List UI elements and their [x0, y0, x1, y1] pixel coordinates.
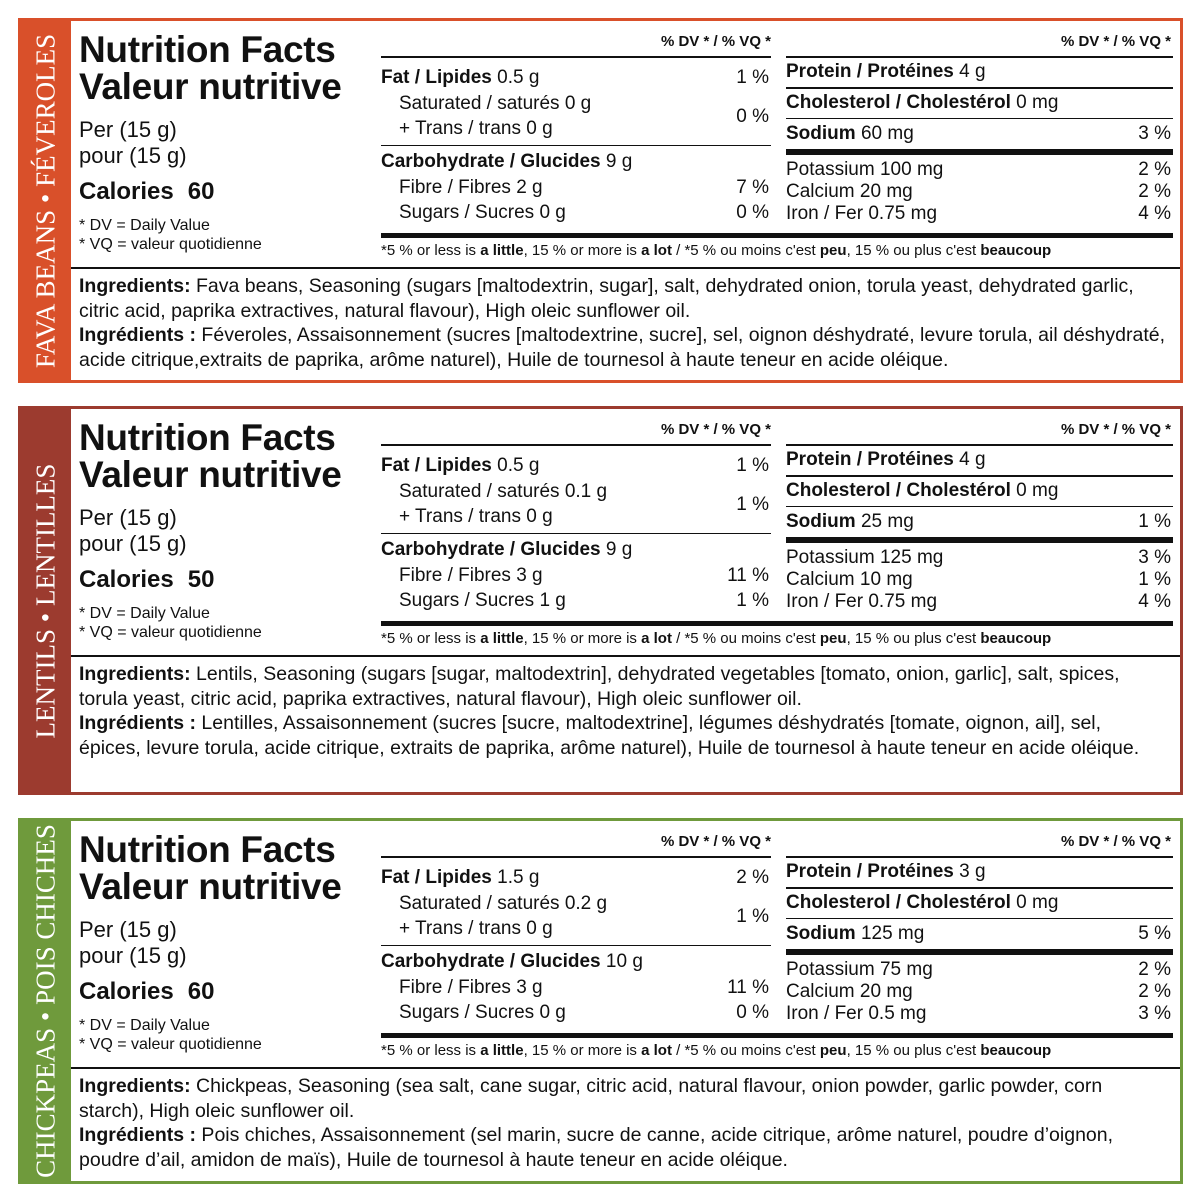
- calories-label: Calories: [79, 978, 174, 1005]
- protein-amount: 3 g: [959, 861, 986, 882]
- fibre-amount: 2 g: [516, 177, 543, 198]
- rule: [381, 145, 771, 146]
- calories-value: 60: [187, 178, 215, 205]
- ingredients-block: [79, 274, 1166, 372]
- sugars-label: Sugars / Sucres: [399, 202, 535, 223]
- thick-rule: [786, 537, 1173, 543]
- carb-amount: 9 g: [605, 539, 633, 560]
- protein-amount: 4 g: [959, 449, 986, 470]
- calcium-row: [786, 981, 913, 1003]
- trans-amount: 0 g: [526, 918, 553, 939]
- calcium-dv: 2 %: [1138, 181, 1171, 202]
- sodium-amount: 125 mg: [860, 923, 925, 944]
- title-en: Nutrition Facts: [79, 417, 336, 458]
- foot-text: , 15 % or more is: [523, 630, 642, 647]
- foot-text: *5 % or less is: [381, 1042, 481, 1059]
- nutrition-table: [71, 821, 1180, 1181]
- calories-row: [79, 178, 214, 206]
- rule: [381, 56, 771, 58]
- sugars-dv: 0 %: [736, 1002, 769, 1023]
- iron-dv: 4 %: [1138, 203, 1171, 224]
- potassium-row: [786, 547, 943, 569]
- sugars-row: [399, 590, 566, 612]
- calcium-dv: 1 %: [1138, 569, 1171, 590]
- vq-note: * VQ = valeur quotidienne: [79, 624, 262, 641]
- product-name: CHICKPEAS • POIS CHICHES: [30, 824, 61, 1178]
- fat-row: [381, 67, 539, 89]
- product-side-label: [21, 21, 71, 380]
- dv-note: * DV = Daily Value: [79, 1017, 210, 1034]
- fibre-row: [399, 565, 543, 587]
- sodium-row: [786, 123, 914, 145]
- dv-header-left: % DV * / % VQ *: [660, 833, 771, 850]
- fibre-dv: 7 %: [736, 177, 769, 198]
- sugars-label: Sugars / Sucres: [399, 1002, 535, 1023]
- fat-dv: 1 %: [736, 67, 769, 88]
- sat-amount: 0 g: [564, 93, 592, 114]
- product-side-label: [21, 409, 71, 792]
- fat-row: [381, 455, 539, 477]
- calories-label: Calories: [79, 178, 174, 205]
- iron-row: [786, 203, 937, 225]
- calcium-amount: 10 mg: [859, 569, 913, 590]
- nutrition-table: [71, 409, 1180, 792]
- sodium-label: Sodium: [786, 923, 856, 944]
- sat-amount: 0.1 g: [564, 481, 608, 502]
- sugars-dv: 0 %: [736, 202, 769, 223]
- foot-text: , 15 % ou plus c'est: [846, 242, 981, 259]
- fat-label: Fat / Lipides: [381, 867, 492, 888]
- ingredients-divider: [71, 1067, 1180, 1069]
- ingredients-fr-text: Lentilles, Assaisonnement (sucres [sucre, maltodextrine], légumes déshydratés [tomate, oignon, ail], sel, épices, levure torula, acide citrique, extraits de paprika, arôme naturel), Huile de tournesol à haute teneur en acide oléique.: [79, 712, 1140, 759]
- carb-row: [381, 951, 643, 973]
- sattrans-dv: 1 %: [736, 906, 769, 927]
- iron-amount: 0.75 mg: [868, 203, 938, 224]
- iron-amount: 0.5 mg: [868, 1003, 927, 1024]
- ingredients-fr: [79, 1123, 1166, 1172]
- title-en: Nutrition Facts: [79, 29, 336, 70]
- rule: [786, 918, 1173, 919]
- title-fr: Valeur nutritive: [79, 866, 342, 907]
- sodium-amount: 60 mg: [860, 123, 914, 144]
- protein-row: [786, 449, 986, 471]
- calcium-label: Calcium: [786, 981, 855, 1002]
- carb-row: [381, 151, 632, 173]
- ingredients-block: [79, 1074, 1166, 1172]
- foot-text: *5 % or less is: [381, 242, 481, 259]
- ingredients-fr-text: Pois chiches, Assaisonnement (sel marin, sucre de canne, acide citrique, arôme naturel, poudre d’oignon, poudre d’ail, amidon de maïs), Huile de tournesol à haute teneur en acide oléique.: [79, 1124, 1114, 1171]
- sugars-label: Sugars / Sucres: [399, 590, 535, 611]
- fat-amount: 0.5 g: [497, 67, 540, 88]
- calories-value: 60: [187, 978, 215, 1005]
- fat-label: Fat / Lipides: [381, 67, 492, 88]
- potassium-amount: 75 mg: [879, 959, 933, 980]
- potassium-dv: 2 %: [1138, 159, 1171, 180]
- sat-label: Saturated / saturés: [399, 481, 560, 502]
- foot-text: , 15 % or more is: [523, 242, 642, 259]
- ingredients-divider: [71, 655, 1180, 657]
- calories-value: 50: [187, 566, 215, 593]
- sodium-label: Sodium: [786, 511, 856, 532]
- chol-amount: 0 mg: [1016, 892, 1059, 913]
- sugars-row: [399, 202, 566, 224]
- dv-footnote: [381, 1042, 1051, 1059]
- fibre-label: Fibre / Fibres: [399, 565, 511, 586]
- fibre-amount: 3 g: [516, 565, 543, 586]
- sodium-label: Sodium: [786, 123, 856, 144]
- potassium-label: Potassium: [786, 159, 875, 180]
- sodium-amount: 25 mg: [860, 511, 914, 532]
- carb-label: Carbohydrate / Glucides: [381, 539, 601, 560]
- protein-label: Protein / Protéines: [786, 861, 954, 882]
- potassium-amount: 100 mg: [879, 159, 944, 180]
- thick-rule: [381, 233, 1173, 238]
- foot-text: beaucoup: [980, 630, 1052, 647]
- foot-text: / *5 % ou moins c'est: [671, 1042, 820, 1059]
- potassium-row: [786, 159, 943, 181]
- iron-row: [786, 591, 937, 613]
- trans-label: + Trans / trans: [399, 506, 521, 527]
- ingredients-divider: [71, 267, 1180, 269]
- calcium-amount: 20 mg: [859, 181, 913, 202]
- serving-size-fr: pour (15 g): [79, 531, 187, 556]
- dv-header-right: % DV * / % VQ *: [1060, 33, 1171, 50]
- chol-label: Cholesterol / Cholestérol: [786, 480, 1011, 501]
- dv-footnote: [381, 630, 1051, 647]
- dv-footnote: [381, 242, 1051, 259]
- nutrition-table: [71, 21, 1180, 380]
- title-fr: Valeur nutritive: [79, 454, 342, 495]
- protein-label: Protein / Protéines: [786, 61, 954, 82]
- foot-text: peu: [819, 630, 847, 647]
- cholesterol-row: [786, 480, 1058, 502]
- foot-text: beaucoup: [980, 1042, 1052, 1059]
- foot-text: peu: [819, 242, 847, 259]
- potassium-row: [786, 959, 933, 981]
- foot-text: a little: [480, 242, 524, 259]
- rule: [786, 887, 1173, 889]
- product-side-label: [21, 821, 71, 1181]
- foot-text: a lot: [641, 1042, 672, 1059]
- trans-row: [399, 918, 553, 940]
- sodium-dv: 1 %: [1138, 511, 1171, 532]
- rule: [786, 118, 1173, 119]
- foot-text: a lot: [641, 630, 672, 647]
- chol-amount: 0 mg: [1016, 480, 1059, 501]
- rule: [786, 444, 1173, 446]
- dv-header-right: % DV * / % VQ *: [1060, 833, 1171, 850]
- cholesterol-row: [786, 892, 1058, 914]
- fat-amount: 1.5 g: [497, 867, 540, 888]
- dv-note: * DV = Daily Value: [79, 605, 210, 622]
- chol-amount: 0 mg: [1016, 92, 1059, 113]
- sattrans-dv: 1 %: [736, 494, 769, 515]
- thick-rule: [381, 621, 1173, 626]
- serving-size-en: Per (15 g): [79, 917, 177, 942]
- calcium-row: [786, 181, 913, 203]
- rule: [381, 945, 771, 946]
- trans-label: + Trans / trans: [399, 118, 521, 139]
- nutrition-panel: [18, 406, 1183, 795]
- cholesterol-row: [786, 92, 1058, 114]
- product-name: LENTILS • LENTILLES: [30, 463, 61, 738]
- sugars-amount: 0 g: [539, 1002, 566, 1023]
- calories-label: Calories: [79, 566, 174, 593]
- ingredients-block: [79, 662, 1166, 760]
- foot-text: / *5 % ou moins c'est: [671, 630, 820, 647]
- calcium-row: [786, 569, 913, 591]
- foot-text: , 15 % ou plus c'est: [846, 630, 981, 647]
- rule: [786, 475, 1173, 477]
- ingredients-fr-text: Féveroles, Assaisonnement (sucres [maltodextrine, sucre], sel, oignon déshydraté, levure torula, ail déshydraté, acide citrique,extraits de paprika, arôme naturel), Huile de tournesol à haute teneur en acide oléique.: [79, 324, 1166, 371]
- carb-amount: 10 g: [605, 951, 643, 972]
- rule: [786, 856, 1173, 858]
- chol-label: Cholesterol / Cholestérol: [786, 892, 1011, 913]
- iron-label: Iron / Fer: [786, 591, 864, 612]
- carb-row: [381, 539, 632, 561]
- ingredients-fr-label: Ingrédients :: [79, 1124, 197, 1147]
- iron-dv: 4 %: [1138, 591, 1171, 612]
- sat-amount: 0.2 g: [564, 893, 608, 914]
- vq-note: * VQ = valeur quotidienne: [79, 236, 262, 253]
- fibre-label: Fibre / Fibres: [399, 977, 511, 998]
- chol-label: Cholesterol / Cholestérol: [786, 92, 1011, 113]
- iron-row: [786, 1003, 926, 1025]
- serving-size-fr: pour (15 g): [79, 943, 187, 968]
- fat-dv: 2 %: [736, 867, 769, 888]
- foot-text: *5 % or less is: [381, 630, 481, 647]
- dv-header-left: % DV * / % VQ *: [660, 421, 771, 438]
- sodium-dv: 5 %: [1138, 923, 1171, 944]
- serving-size-en: Per (15 g): [79, 117, 177, 142]
- ingredients-en-label: Ingredients:: [79, 275, 191, 297]
- foot-text: a little: [480, 1042, 524, 1059]
- sodium-row: [786, 511, 914, 533]
- rule: [786, 506, 1173, 507]
- foot-text: beaucoup: [980, 242, 1052, 259]
- title-fr: Valeur nutritive: [79, 66, 342, 107]
- rule: [381, 444, 771, 446]
- ingredients-fr-label: Ingrédients :: [79, 324, 197, 347]
- sugars-dv: 1 %: [736, 590, 769, 611]
- fibre-row: [399, 977, 543, 999]
- fat-amount: 0.5 g: [497, 455, 540, 476]
- foot-text: peu: [819, 1042, 847, 1059]
- calcium-label: Calcium: [786, 569, 855, 590]
- sugars-row: [399, 1002, 566, 1024]
- ingredients-en-label: Ingredients:: [79, 663, 191, 685]
- fibre-dv: 11 %: [727, 977, 769, 998]
- trans-row: [399, 506, 553, 528]
- serving-size-fr: pour (15 g): [79, 143, 187, 168]
- foot-text: / *5 % ou moins c'est: [671, 242, 820, 259]
- dv-header-left: % DV * / % VQ *: [660, 33, 771, 50]
- trans-amount: 0 g: [526, 506, 553, 527]
- foot-text: a lot: [641, 242, 672, 259]
- iron-amount: 0.75 mg: [868, 591, 938, 612]
- potassium-dv: 2 %: [1138, 959, 1171, 980]
- protein-amount: 4 g: [959, 61, 986, 82]
- sodium-dv: 3 %: [1138, 123, 1171, 144]
- ingredients-en-text: Lentils, Seasoning (sugars [sugar, maltodextrin], dehydrated vegetables [tomato, onion, garlic], salt, spices, torula yeast, citric acid, paprika extractives, natural flavour), High oleic sunflower oil.: [79, 663, 1120, 710]
- rule: [786, 56, 1173, 58]
- thick-rule: [786, 149, 1173, 155]
- sodium-row: [786, 923, 924, 945]
- sugars-amount: 1 g: [539, 590, 566, 611]
- foot-text: , 15 % ou plus c'est: [846, 1042, 981, 1059]
- potassium-label: Potassium: [786, 547, 875, 568]
- saturated-row: [399, 481, 607, 503]
- ingredients-en-label: Ingredients:: [79, 1075, 191, 1097]
- ingredients-en-text: Fava beans, Seasoning (sugars [maltodextrin, sugar], salt, dehydrated onion, torula yeast, dehydrated garlic, citric acid, paprika extractives, natural flavour), High oleic sunflower oil.: [79, 275, 1134, 322]
- fibre-label: Fibre / Fibres: [399, 177, 511, 198]
- ingredients-en: [79, 1074, 1166, 1123]
- foot-text: a little: [480, 630, 524, 647]
- protein-label: Protein / Protéines: [786, 449, 954, 470]
- ingredients-en: [79, 274, 1166, 323]
- protein-row: [786, 861, 986, 883]
- rule: [786, 87, 1173, 89]
- thick-rule: [786, 949, 1173, 955]
- sat-label: Saturated / saturés: [399, 893, 560, 914]
- sat-label: Saturated / saturés: [399, 93, 560, 114]
- carb-amount: 9 g: [605, 151, 633, 172]
- thick-rule: [381, 1033, 1173, 1038]
- ingredients-en-text: Chickpeas, Seasoning (sea salt, cane sugar, citric acid, natural flavour, onion powder, garlic powder, corn starch), High oleic sunflower oil.: [79, 1075, 1103, 1122]
- nutrition-panel: [18, 18, 1183, 383]
- rule: [381, 856, 771, 858]
- trans-label: + Trans / trans: [399, 918, 521, 939]
- iron-dv: 3 %: [1138, 1003, 1171, 1024]
- ingredients-fr: [79, 711, 1166, 760]
- rule: [381, 533, 771, 534]
- dv-note: * DV = Daily Value: [79, 217, 210, 234]
- sattrans-dv: 0 %: [736, 106, 769, 127]
- product-name: FAVA BEANS • FÉVEROLES: [30, 33, 61, 368]
- ingredients-fr: [79, 323, 1166, 372]
- trans-amount: 0 g: [526, 118, 553, 139]
- iron-label: Iron / Fer: [786, 203, 864, 224]
- dv-header-right: % DV * / % VQ *: [1060, 421, 1171, 438]
- foot-text: , 15 % or more is: [523, 1042, 642, 1059]
- fibre-row: [399, 177, 543, 199]
- carb-label: Carbohydrate / Glucides: [381, 151, 601, 172]
- potassium-amount: 125 mg: [879, 547, 944, 568]
- sugars-amount: 0 g: [539, 202, 566, 223]
- serving-size-en: Per (15 g): [79, 505, 177, 530]
- potassium-dv: 3 %: [1138, 547, 1171, 568]
- saturated-row: [399, 93, 591, 115]
- potassium-label: Potassium: [786, 959, 875, 980]
- vq-note: * VQ = valeur quotidienne: [79, 1036, 262, 1053]
- calories-row: [79, 978, 214, 1006]
- calcium-label: Calcium: [786, 181, 855, 202]
- iron-label: Iron / Fer: [786, 1003, 864, 1024]
- calories-row: [79, 566, 214, 594]
- carb-label: Carbohydrate / Glucides: [381, 951, 601, 972]
- title-en: Nutrition Facts: [79, 829, 336, 870]
- fat-dv: 1 %: [736, 455, 769, 476]
- fat-row: [381, 867, 539, 889]
- calcium-amount: 20 mg: [859, 981, 913, 1002]
- ingredients-en: [79, 662, 1166, 711]
- protein-row: [786, 61, 986, 83]
- fibre-amount: 3 g: [516, 977, 543, 998]
- nutrition-panel: [18, 818, 1183, 1184]
- ingredients-fr-label: Ingrédients :: [79, 712, 197, 735]
- saturated-row: [399, 893, 607, 915]
- fibre-dv: 11 %: [727, 565, 769, 586]
- fat-label: Fat / Lipides: [381, 455, 492, 476]
- trans-row: [399, 118, 553, 140]
- calcium-dv: 2 %: [1138, 981, 1171, 1002]
